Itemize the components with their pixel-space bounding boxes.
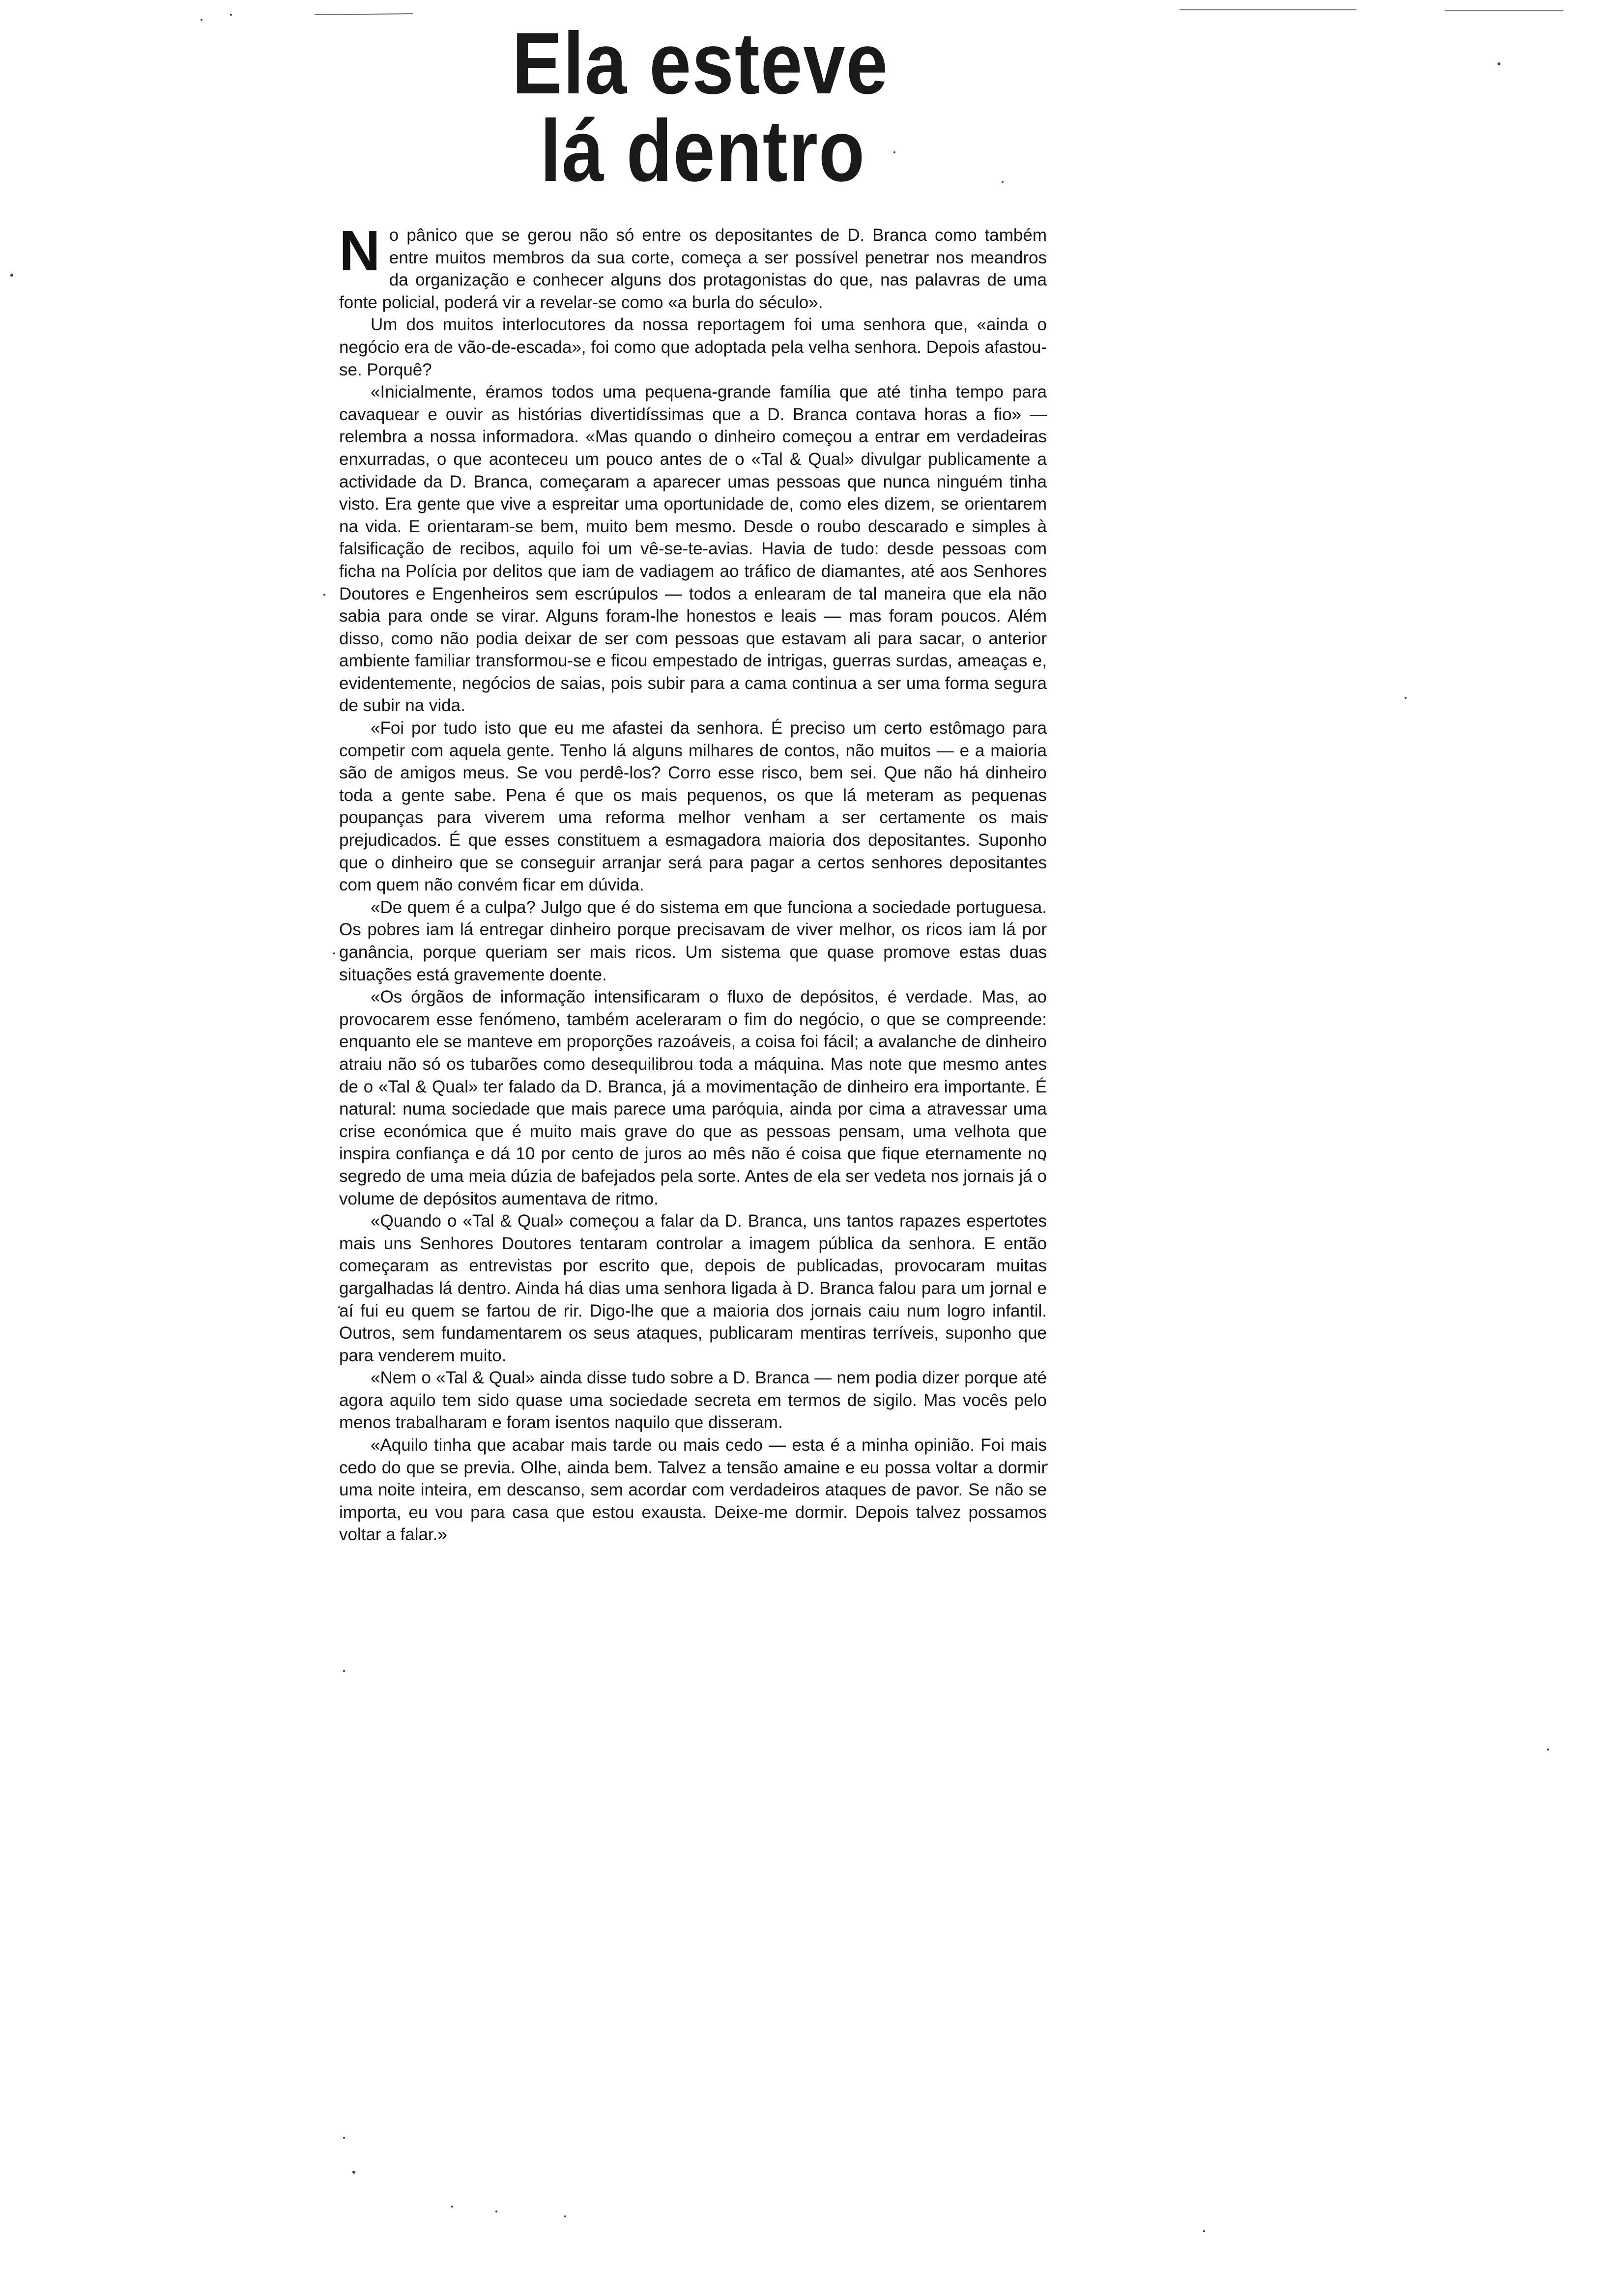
lead-paragraph: [339, 219, 1047, 314]
paragraph: «Foi por tudo isto que eu me afastei da senhora. É preciso um certo estômago para competir com aquela gente. Tenho lá alguns milhares de contos, não muitos — e a maioria são de amigos meus. Se vou perdê-los? Corro esse risco, bem sei. Que não há dinheiro toda a gente sabe. Pena é que os mais pequenos, os que lá meteram as pequenas poupanças para viverem uma reforma melhor venham a ser certamente os mais prejudicados. É que esses constituem a esmagadora maioria dos depositantes. Suponho que o dinheiro que se conseguir arranjar será para pagar a certos senhores depositantes com quem não convém ficar em dúvida.: [339, 718, 1047, 895]
paragraph: «Nem o «Tal & Qual» ainda disse tudo sobre a D. Branca — nem podia dizer porque até agora aquilo tem sido quase uma sociedade secreta em termos de sigilo. Mas vocês pelo menos trabalharam e foram isentos naquilo que disseram.: [339, 1368, 1047, 1433]
lead-paragraph-text: o pânico que se gerou não só entre os depositantes de D. Branca como também entre muitos membros da sua corte, começa a ser possível penetrar nos meandros da organização e conhecer alguns dos protagonistas do que, nas palavras de uma fonte policial, poderá vir a revelar-se como «a burla do século».: [339, 226, 1047, 312]
newspaper-article: [339, 14, 1047, 1546]
headline-line-1: Ela esteve: [512, 14, 889, 112]
drop-cap: N: [339, 219, 380, 283]
headline-line-2: lá dentro: [540, 102, 865, 200]
paragraph: «Os órgãos de informação intensificaram o fluxo de depósitos, é verdade. Mas, ao provocarem esse fenómeno, também aceleraram o fim do negócio, o que se compreende: enquanto ele se manteve em proporções razoáveis, a coisa foi fácil; a avalanche de dinheiro atraiu não só os tubarões como desequilibrou toda a máquina. Mas note que mesmo antes de o «Tal & Qual» ter falado da D. Branca, já a movimentação de dinheiro era importante. É natural: numa sociedade que mais parece uma paróquia, ainda por cima a atravessar uma crise económica que é muito mais grave do que as pessoas pensam, uma velhota que inspira confiança e dá 10 por cento de juros ao mês não é coisa que fique eternamente no segredo de uma meia dúzia de bafejados pela sorte. Antes de ela ser vedeta nos jornais já o volume de depósitos aumentava de ritmo.: [339, 987, 1047, 1208]
paragraph: «Inicialmente, éramos todos uma pequena-grande família que até tinha tempo para cavaquear e ouvir as histórias divertidíssimas que a D. Branca contava horas a fio» — relembra a nossa informadora. «Mas quando o dinheiro começou a entrar em verdadeiras enxurradas, o que aconteceu um pouco antes de o «Tal & Qual» divulgar publicamente a actividade da D. Branca, começaram a aparecer umas pessoas que nunca ninguém tinha visto. Era gente que vive a espreitar uma oportunidade de, como eles dizem, se orientarem na vida. E orientaram-se bem, muito bem mesmo. Desde o roubo descarado e simples à falsificação de recibos, aquilo foi um vê-se-te-avias. Havia de tudo: desde pessoas com ficha na Polícia por delitos que iam de vadiagem ao tráfico de diamantes, até aos Senhores Doutores e Engenheiros sem escrúpulos — todos a enlearam de tal maneira que ela não sabia para onde se virar. Alguns foram-lhe honestos e leais — mas foram poucos. Além disso, como não podia deixar de ser com pessoas que estavam ali para sacar, o anterior ambiente familiar transformou-se e ficou empestado de intrigas, guerras surdas, ameaças e, evidentemente, negócios de saias, pois subir para a cama continua a ser uma forma segura de subir na vida.: [339, 382, 1047, 716]
paragraph: «De quem é a culpa? Julgo que é do sistema em que funciona a sociedade portuguesa. Os pobres iam lá entregar dinheiro porque precisavam de viver melhor, os ricos iam lá por ganância, porque queriam ser mais ricos. Um sistema que quase promove estas duas situações está gravemente doente.: [339, 897, 1047, 984]
article-body: [339, 219, 1047, 1546]
paragraph: «Quando o «Tal & Qual» começou a falar da D. Branca, uns tantos rapazes espertotes mais uns Senhores Doutores tentaram controlar a imagem pública da senhora. E então começaram as entrevistas por escrito que, depois de publicadas, provocaram muitas gargalhadas lá dentro. Ainda há dias uma senhora ligada à D. Branca falou para um jornal e aí fui eu quem se fartou de rir. Digo-lhe que a maioria dos jornais caiu num logro infantil. Outros, sem fundamentarem os seus ataques, publicaram mentiras terríveis, suponho que para venderem muito.: [339, 1211, 1047, 1365]
paragraph: Um dos muitos interlocutores da nossa reportagem foi uma senhora que, «ainda o negócio era de vão-de-escada», foi como que adoptada pela velha senhora. Depois afastou-se. Porquê?: [339, 315, 1047, 379]
headline: [339, 14, 1047, 200]
paragraph: «Aquilo tinha que acabar mais tarde ou mais cedo — esta é a minha opinião. Foi mais cedo do que se previa. Olhe, ainda bem. Talvez a tensão amaine e eu possa voltar a dormir uma noite inteira, em descanso, sem acordar com verdadeiros ataques de pavor. Se não se importa, eu vou para casa que estou exausta. Deixe-me dormir. Depois talvez possamos voltar a falar.»: [339, 1435, 1047, 1545]
